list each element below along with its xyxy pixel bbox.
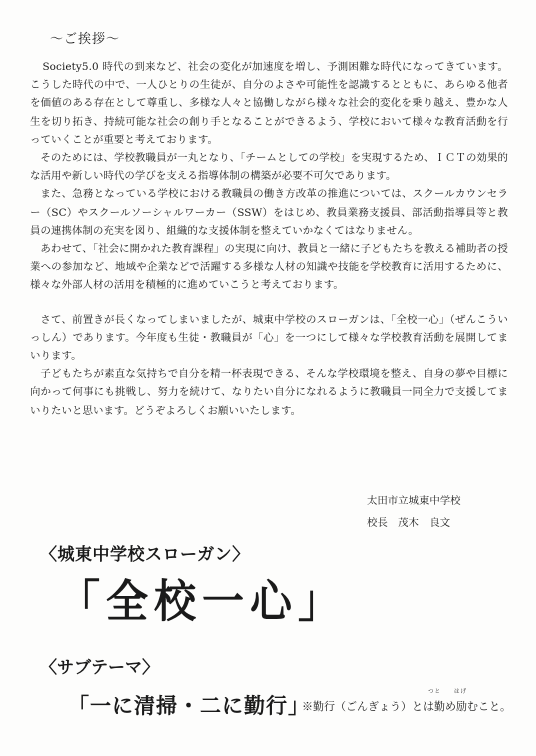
subtheme-ruby: つと はげ <box>428 689 468 695</box>
greeting-paragraph-3: また、急務となっている学校における教職員の働き方改革の推進については、スクールカウンセラー（SC）やスクールソーシャルワーカー（SSW）をはじめ、教員業務支援員、部活動指導員等と教員の連携体制の充実を図り、組織的な支援体制を整えていかなくてはなりません。 <box>30 188 508 237</box>
greeting-title: ～ご挨拶～ <box>50 32 121 47</box>
school-name: 太田市立城東中学校 <box>367 495 461 507</box>
slogan-text: 「全校一心」 <box>58 575 347 627</box>
greeting-paragraph-4: あわせて、「社会に開かれた教育課程」の実現に向け、教員と一緒に子どもたちを教える補助者の授業への参加など、地域や企業などで活躍する多様な人材の知識や技能を学校教育に活用するために、様々な外部人材の活用を積極的に進めていこうと考えております。 <box>30 243 508 292</box>
subtheme-label: 〈サブテーマ〉 <box>40 658 159 678</box>
paragraph-gap <box>30 295 508 311</box>
subtheme-note: ※勤行（ごんぎょう）とは勤め励むこと。 <box>302 700 511 713</box>
slogan-label: 〈城東中学校スローガン〉 <box>40 545 250 565</box>
subtheme-text: 「一に清掃・二に勤行」 <box>68 694 310 718</box>
greeting-paragraph-6: 子どもたちが素直な気持ちで自分を精一杯表現できる、そんな学校環境を整え、自身の夢や目標に向かって何事にも挑戦し、努力を続けて、なりたい自分になれるように教職員一同全力で支援してまいりたいと思います。どうぞよろしくお願いいたします。 <box>30 368 508 417</box>
signature-block <box>367 490 461 534</box>
greeting-body <box>30 58 508 420</box>
greeting-paragraph-1: Society5.0 時代の到来など、社会の変化が加速度を増し、予測困難な時代になってきています。こうした時代の中で、一人ひとりの生徒が、自分のよさや可能性を認識するとともに、あらゆる他者を価値のある存在として尊重し、多様な人々と協働しながら様々な社会的変化を乗り越え、豊かな人生を切り拓き、持続可能な社会の創り手となることができるよう、学校において様々な教育活動を行っていくことが重要と考えております。 <box>30 61 508 146</box>
greeting-paragraph-2: そのためには、学校教職員が一丸となり、「チームとしての学校」を実現するため、ＩＣＴの効果的な活用や新しい時代の学びを支える指導体制の構築が必要不可欠であります。 <box>30 152 508 183</box>
principal-name: 校長 茂木 良文 <box>367 517 451 529</box>
greeting-paragraph-5: さて、前置きが長くなってしまいましたが、城東中学校のスローガンは、「全校一心」（ぜんこういっしん）であります。今年度も生徒・教職員が「心」を一つにして様々な学校教育活動を展開してまいります。 <box>30 313 508 363</box>
